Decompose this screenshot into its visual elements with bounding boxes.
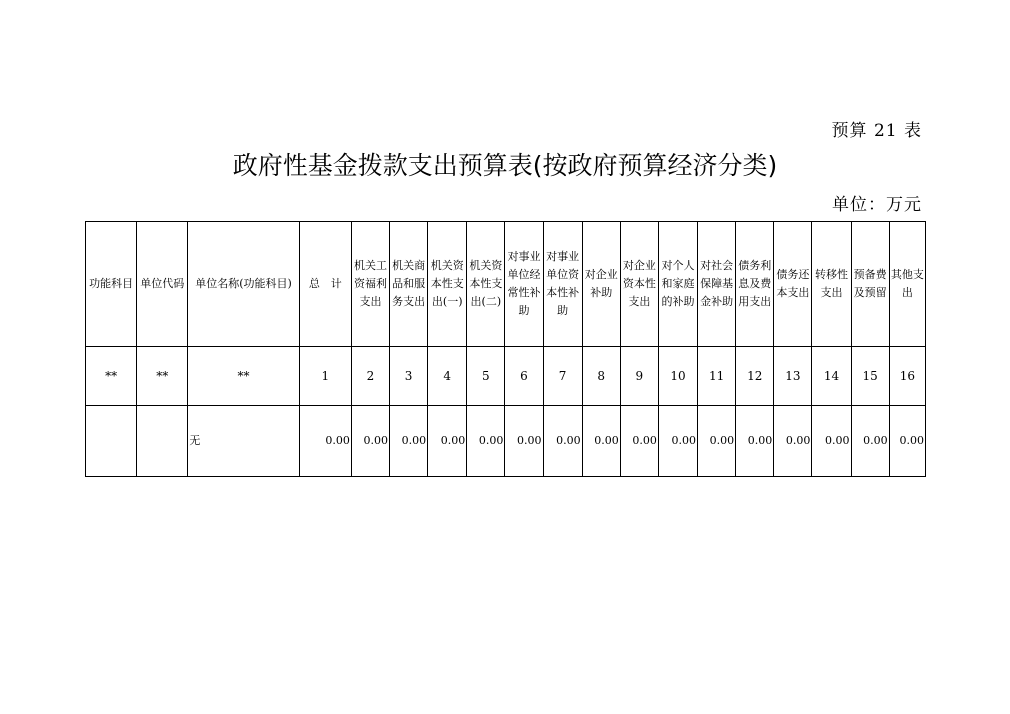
unit-label: 单位：万元	[832, 195, 922, 215]
header-cell: 机关工资福利支出	[351, 222, 389, 347]
index-cell: 11	[698, 347, 736, 406]
data-cell: 0.00	[889, 406, 925, 477]
index-cell: 5	[467, 347, 505, 406]
header-cell: 功能科目	[86, 222, 137, 347]
index-cell: 9	[620, 347, 658, 406]
index-cell: **	[86, 347, 137, 406]
table-header-row	[86, 222, 926, 347]
table-index-row	[86, 347, 926, 406]
header-cell: 转移性支出	[812, 222, 851, 347]
data-cell: 0.00	[851, 406, 889, 477]
data-cell: 0.00	[390, 406, 428, 477]
data-cell: 0.00	[698, 406, 736, 477]
header-cell: 对企业补助	[582, 222, 620, 347]
data-cell	[86, 406, 137, 477]
data-cell	[137, 406, 188, 477]
table-row	[86, 406, 926, 477]
table-number: 预算 21 表	[831, 121, 922, 141]
header-cell: 债务还本支出	[774, 222, 812, 347]
index-cell: 2	[351, 347, 389, 406]
header-cell: 预备费及预留	[851, 222, 889, 347]
data-cell: 0.00	[774, 406, 812, 477]
data-cell: 0.00	[543, 406, 582, 477]
data-cell: 0.00	[812, 406, 851, 477]
data-cell: 0.00	[620, 406, 658, 477]
header-cell: 其他支出	[889, 222, 925, 347]
index-cell: 4	[428, 347, 467, 406]
index-cell: 16	[889, 347, 925, 406]
index-cell: 8	[582, 347, 620, 406]
header-cell: 机关商品和服务支出	[390, 222, 428, 347]
index-cell: 14	[812, 347, 851, 406]
data-cell: 0.00	[428, 406, 467, 477]
header-cell: 债务利息及费用支出	[736, 222, 774, 347]
data-cell: 0.00	[467, 406, 505, 477]
index-cell: **	[188, 347, 299, 406]
index-cell: **	[137, 347, 188, 406]
header-cell: 机关资本性支出(二)	[467, 222, 505, 347]
header-cell: 单位代码	[137, 222, 188, 347]
data-cell: 0.00	[299, 406, 351, 477]
data-cell: 0.00	[582, 406, 620, 477]
unit-name-cell: 无	[188, 406, 299, 477]
index-cell: 15	[851, 347, 889, 406]
data-cell: 0.00	[351, 406, 389, 477]
data-cell: 0.00	[736, 406, 774, 477]
index-cell: 6	[505, 347, 543, 406]
header-cell: 对社会保障基金补助	[698, 222, 736, 347]
header-cell: 总 计	[299, 222, 351, 347]
header-cell: 对个人和家庭的补助	[658, 222, 697, 347]
header-cell: 对事业单位经常性补助	[505, 222, 543, 347]
budget-table	[85, 221, 926, 477]
header-cell: 对企业资本性支出	[620, 222, 658, 347]
header-cell: 单位名称(功能科目)	[188, 222, 299, 347]
header-cell: 机关资本性支出(一)	[428, 222, 467, 347]
header-cell: 对事业单位资本性补助	[543, 222, 582, 347]
index-cell: 1	[299, 347, 351, 406]
index-cell: 12	[736, 347, 774, 406]
index-cell: 3	[390, 347, 428, 406]
index-cell: 7	[543, 347, 582, 406]
index-cell: 10	[658, 347, 697, 406]
page-title: 政府性基金拨款支出预算表(按政府预算经济分类)	[232, 151, 778, 180]
index-cell: 13	[774, 347, 812, 406]
data-cell: 0.00	[505, 406, 543, 477]
data-cell: 0.00	[658, 406, 697, 477]
